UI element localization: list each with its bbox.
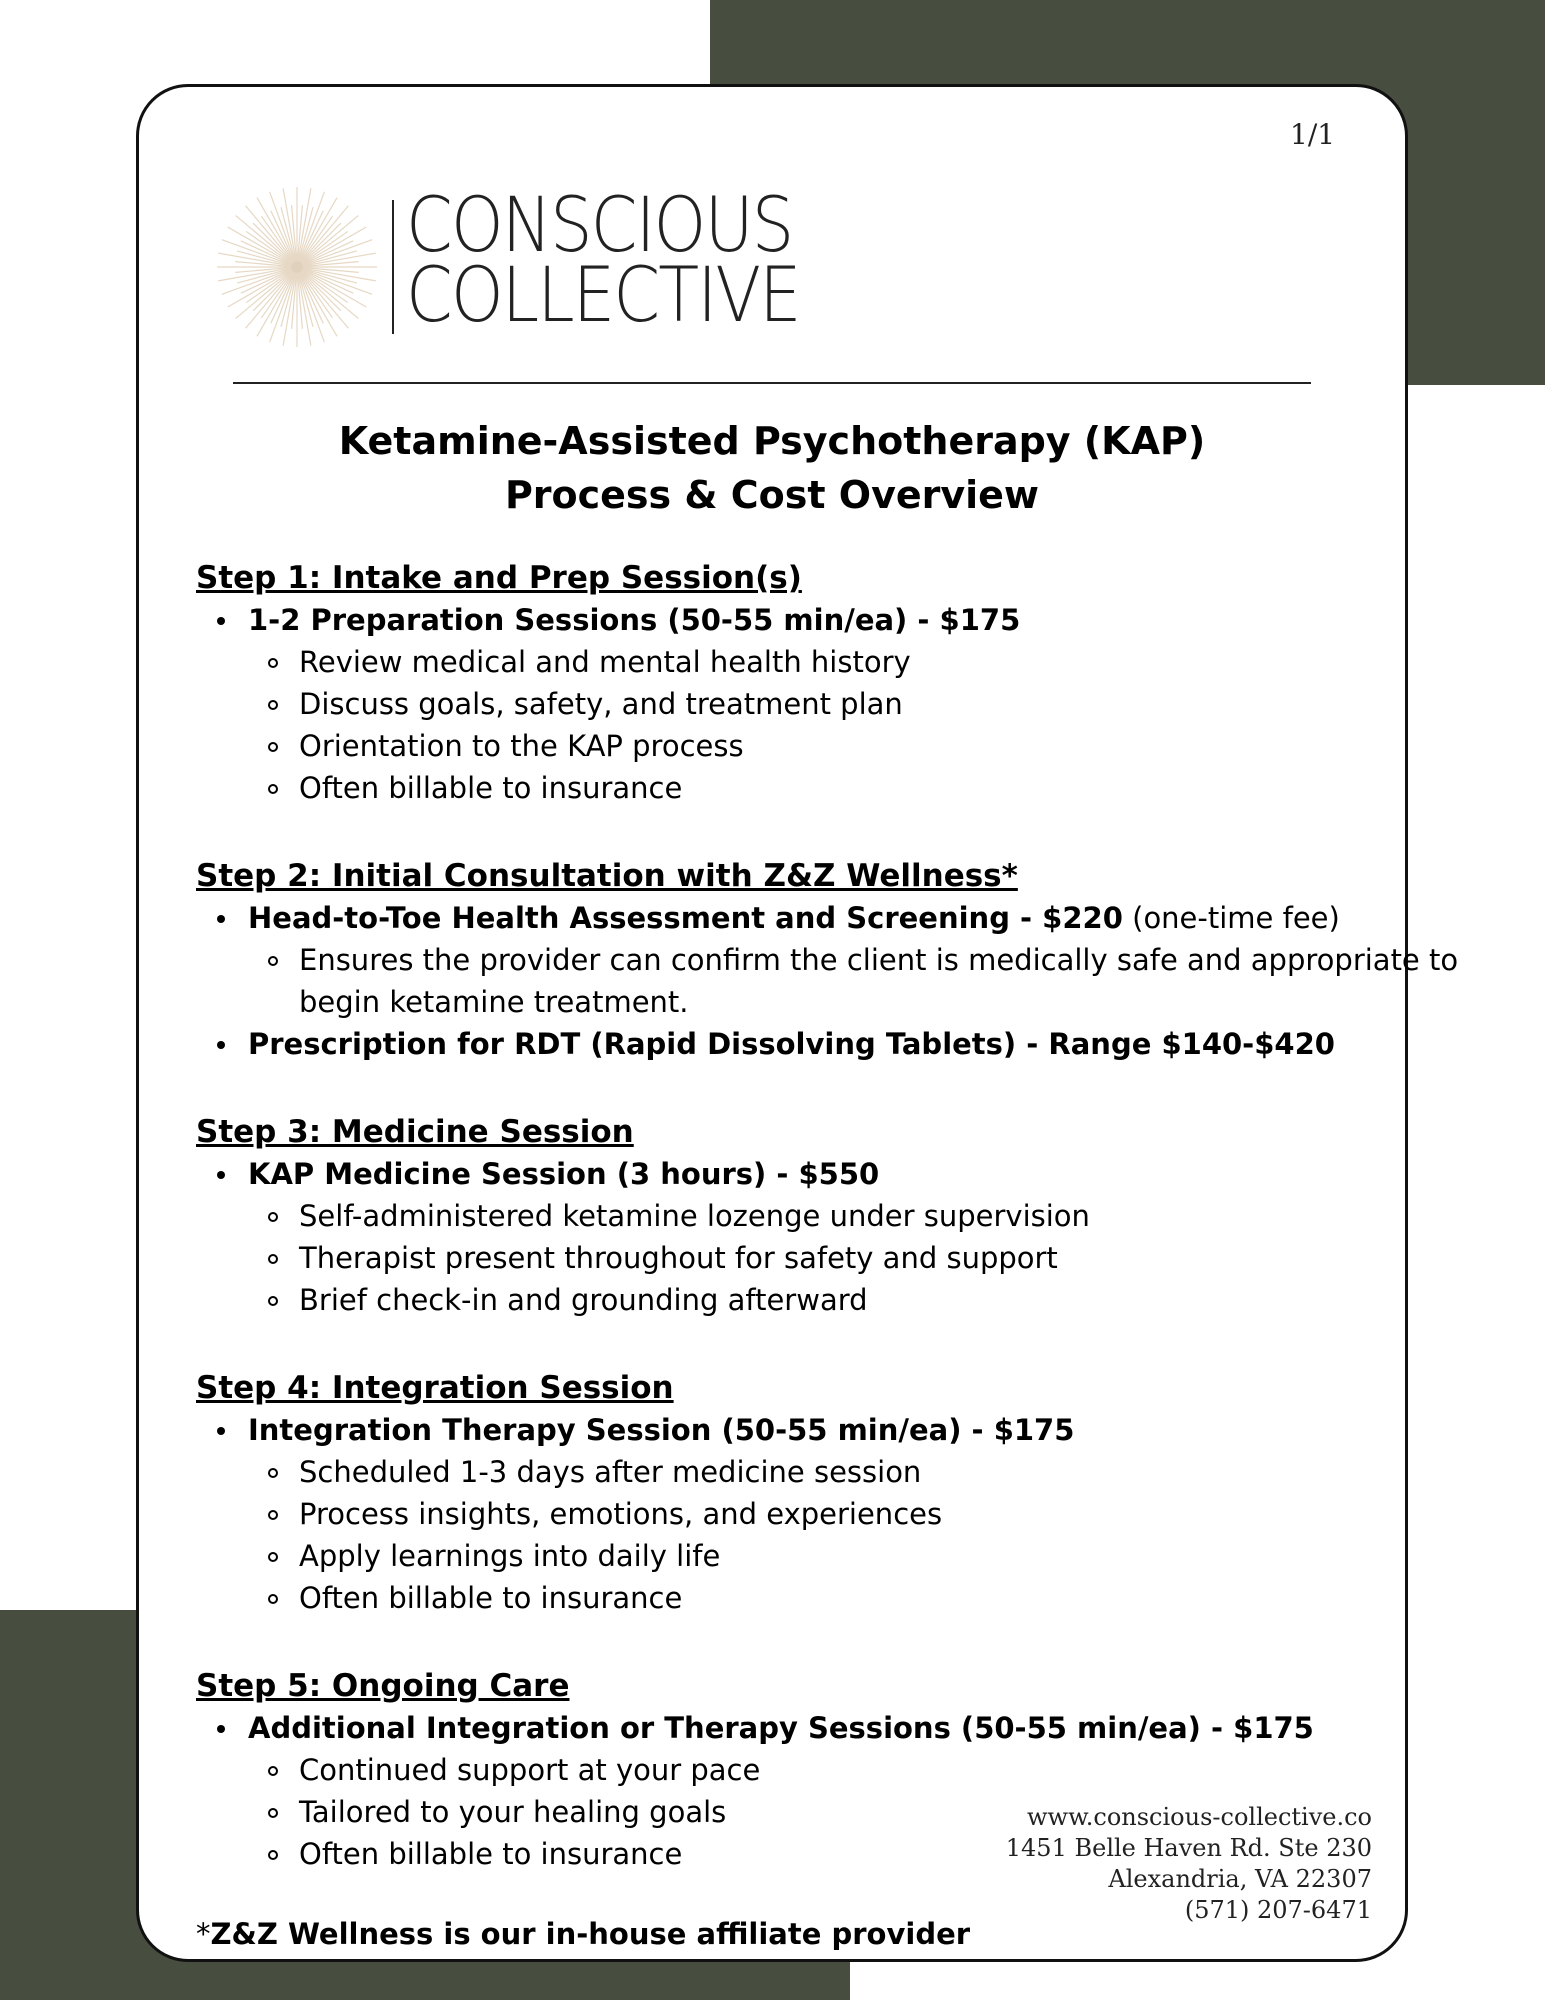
header-rule <box>233 382 1311 384</box>
step-section <box>196 557 1346 809</box>
logo-wordmark <box>406 180 800 339</box>
footnote <box>196 1914 970 1954</box>
footnote-star: * <box>196 1917 211 1951</box>
sub-item: Orientation to the KAP process <box>196 725 1346 767</box>
step-heading: Step 2: Initial Consultation with Z&Z Wellness* <box>196 858 1018 894</box>
bullet-label: Integration Therapy Session (50-55 min/ea) - $175 <box>248 1413 1075 1447</box>
sub-item: Ensures the provider can confirm the client is medically safe and appropriate to begin ketamine treatment. <box>196 939 1529 1023</box>
step-bullet <box>196 897 1346 939</box>
sub-item: Often billable to insurance <box>196 767 1346 809</box>
logo-line-1: CONSCIOUS <box>406 180 793 269</box>
title-line-1: Ketamine-Assisted Psychotherapy (KAP) <box>338 419 1206 463</box>
sub-item: Apply learnings into daily life <box>196 1535 1346 1577</box>
sub-item: Brief check-in and grounding afterward <box>196 1279 1346 1321</box>
step-bullet <box>196 1023 1346 1065</box>
sub-item: Process insights, emotions, and experiences <box>196 1493 1346 1535</box>
steps-content <box>196 557 1459 1875</box>
sub-item: Discuss goals, safety, and treatment plan <box>196 683 1346 725</box>
page-title <box>136 414 1408 522</box>
step-bullet <box>196 1707 1346 1749</box>
bullet-label: 1-2 Preparation Sessions (50-55 min/ea) - $175 <box>248 603 1021 637</box>
phone-number: (571) 207-6471 <box>1184 1896 1372 1924</box>
bullet-note: (one-time fee) <box>1132 901 1340 935</box>
sub-item: Scheduled 1-3 days after medicine session <box>196 1451 1346 1493</box>
bullet-label: Head-to-Toe Health Assessment and Screening - $220 <box>248 901 1123 935</box>
logo-divider <box>392 200 394 334</box>
step-bullet <box>196 1409 1346 1451</box>
sub-item: Review medical and mental health history <box>196 641 1346 683</box>
sub-item: Often billable to insurance <box>196 1833 1346 1875</box>
sub-item: Self-administered ketamine lozenge under supervision <box>196 1195 1346 1237</box>
address-line-2: Alexandria, VA 22307 <box>1108 1865 1372 1893</box>
sub-item: Often billable to insurance <box>196 1577 1346 1619</box>
address-line-1: 1451 Belle Haven Rd. Ste 230 <box>1005 1834 1372 1862</box>
sub-item: Continued support at your pace <box>196 1749 1346 1791</box>
bullet-label: KAP Medicine Session (3 hours) - $550 <box>248 1157 880 1191</box>
step-heading: Step 5: Ongoing Care <box>196 1668 570 1704</box>
step-heading: Step 4: Integration Session <box>196 1370 674 1406</box>
website-link[interactable]: www.conscious-collective.co <box>1026 1803 1372 1831</box>
contact-block <box>1006 1802 1372 1926</box>
sunburst-logo-icon <box>212 182 382 352</box>
step-bullet <box>196 599 1346 641</box>
logo-line-2: COLLECTIVE <box>406 250 800 339</box>
step-section <box>196 1367 1346 1619</box>
step-bullet <box>196 1153 1346 1195</box>
step-section <box>196 855 1459 1065</box>
title-line-2: Process & Cost Overview <box>504 473 1040 517</box>
bullet-label: Additional Integration or Therapy Sessions (50-55 min/ea) - $175 <box>248 1711 1314 1745</box>
footnote-text: Z&Z Wellness is our in-house affiliate provider <box>210 1917 971 1951</box>
step-heading: Step 1: Intake and Prep Session(s) <box>196 560 802 596</box>
sub-item: Tailored to your healing goals <box>196 1791 1346 1833</box>
step-section <box>196 1111 1346 1321</box>
page-number: 1/1 <box>1290 118 1336 151</box>
step-heading: Step 3: Medicine Session <box>196 1114 634 1150</box>
sub-item: Therapist present throughout for safety and support <box>196 1237 1346 1279</box>
bullet-label: Prescription for RDT (Rapid Dissolving Tablets) - Range $140-$420 <box>248 1027 1335 1061</box>
